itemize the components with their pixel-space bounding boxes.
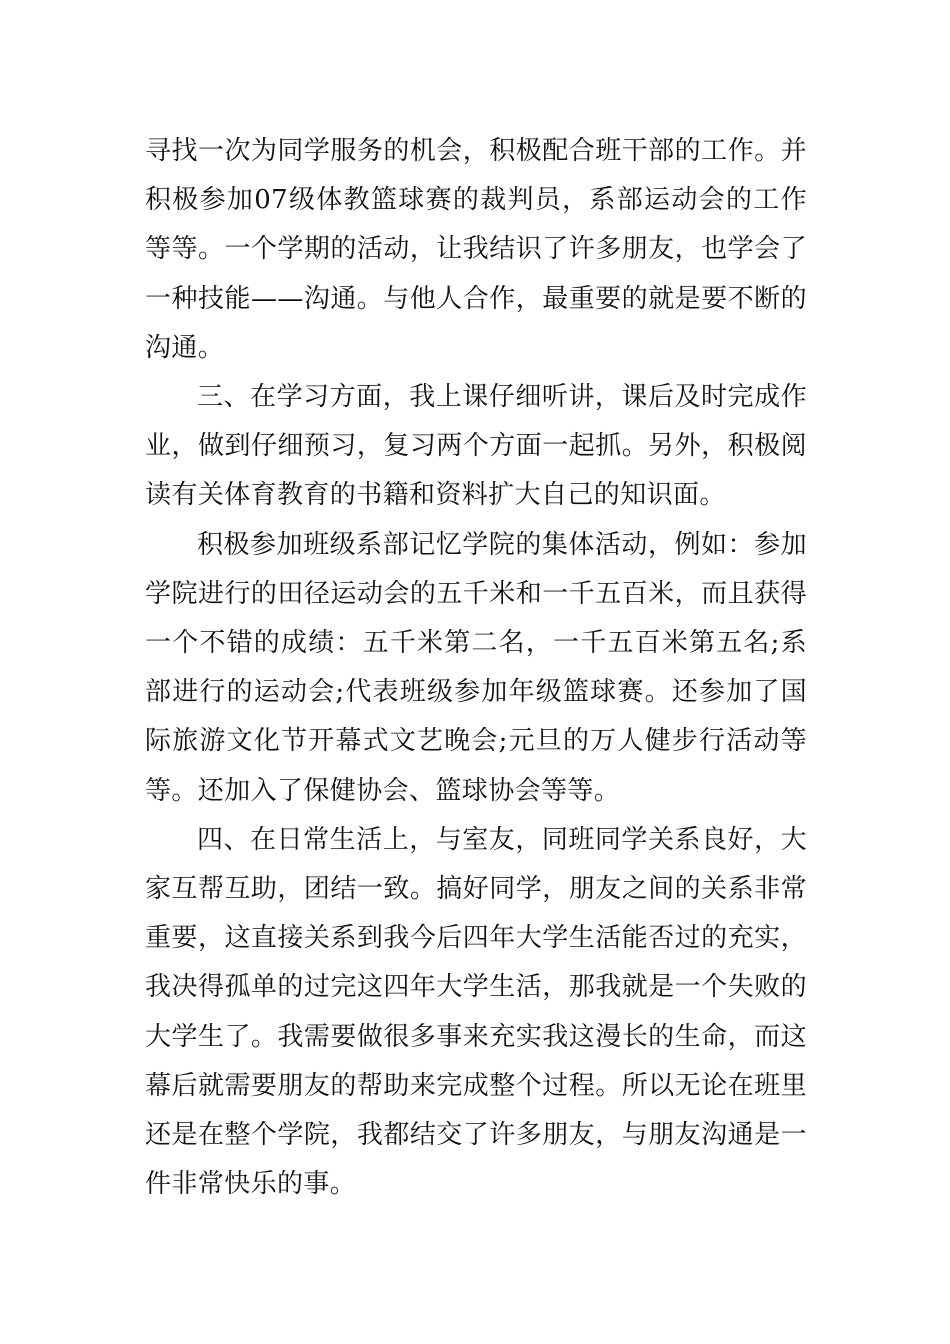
paragraph-activities: 积极参加班级系部记忆学院的集体活动，例如：参加学院进行的田径运动会的五千米和一千五百米，而且获得一个不错的成绩：五千米第二名，一千五百米第五名;系部进行的运动会;代表班级参加年级篮球赛。还参加了国际旅游文化节开幕式文艺晚会;元旦的万人健步行活动等等。还加入了保健协会、篮球协会等等。 <box>145 529 807 806</box>
paragraph-continued: 寻找一次为同学服务的机会，积极配合班干部的工作。并积极参加07级体教篮球赛的裁判员，系部运动会的工作等等。一个学期的活动，让我结识了许多朋友，也学会了一种技能——沟通。与他人合作，最重要的就是要不断的沟通。 <box>145 136 807 363</box>
document-body <box>145 127 807 1209</box>
paragraph-study: 三、在学习方面，我上课仔细听讲，课后及时完成作业，做到仔细预习，复习两个方面一起抓。另外，积极阅读有关体育教育的书籍和资料扩大自己的知识面。 <box>145 382 807 511</box>
paragraph-daily-life: 四、在日常生活上，与室友，同班同学关系良好，大家互帮互助，团结一致。搞好同学，朋友之间的关系非常重要，这直接关系到我今后四年大学生活能否过的充实，我决得孤单的过完这四年大学生活，那我就是一个失败的大学生了。我需要做很多事来充实我这漫长的生命，而这幕后就需要朋友的帮助来完成整个过程。所以无论在班里还是在整个学院，我都结交了许多朋友，与朋友沟通是一件非常快乐的事。 <box>145 824 807 1200</box>
